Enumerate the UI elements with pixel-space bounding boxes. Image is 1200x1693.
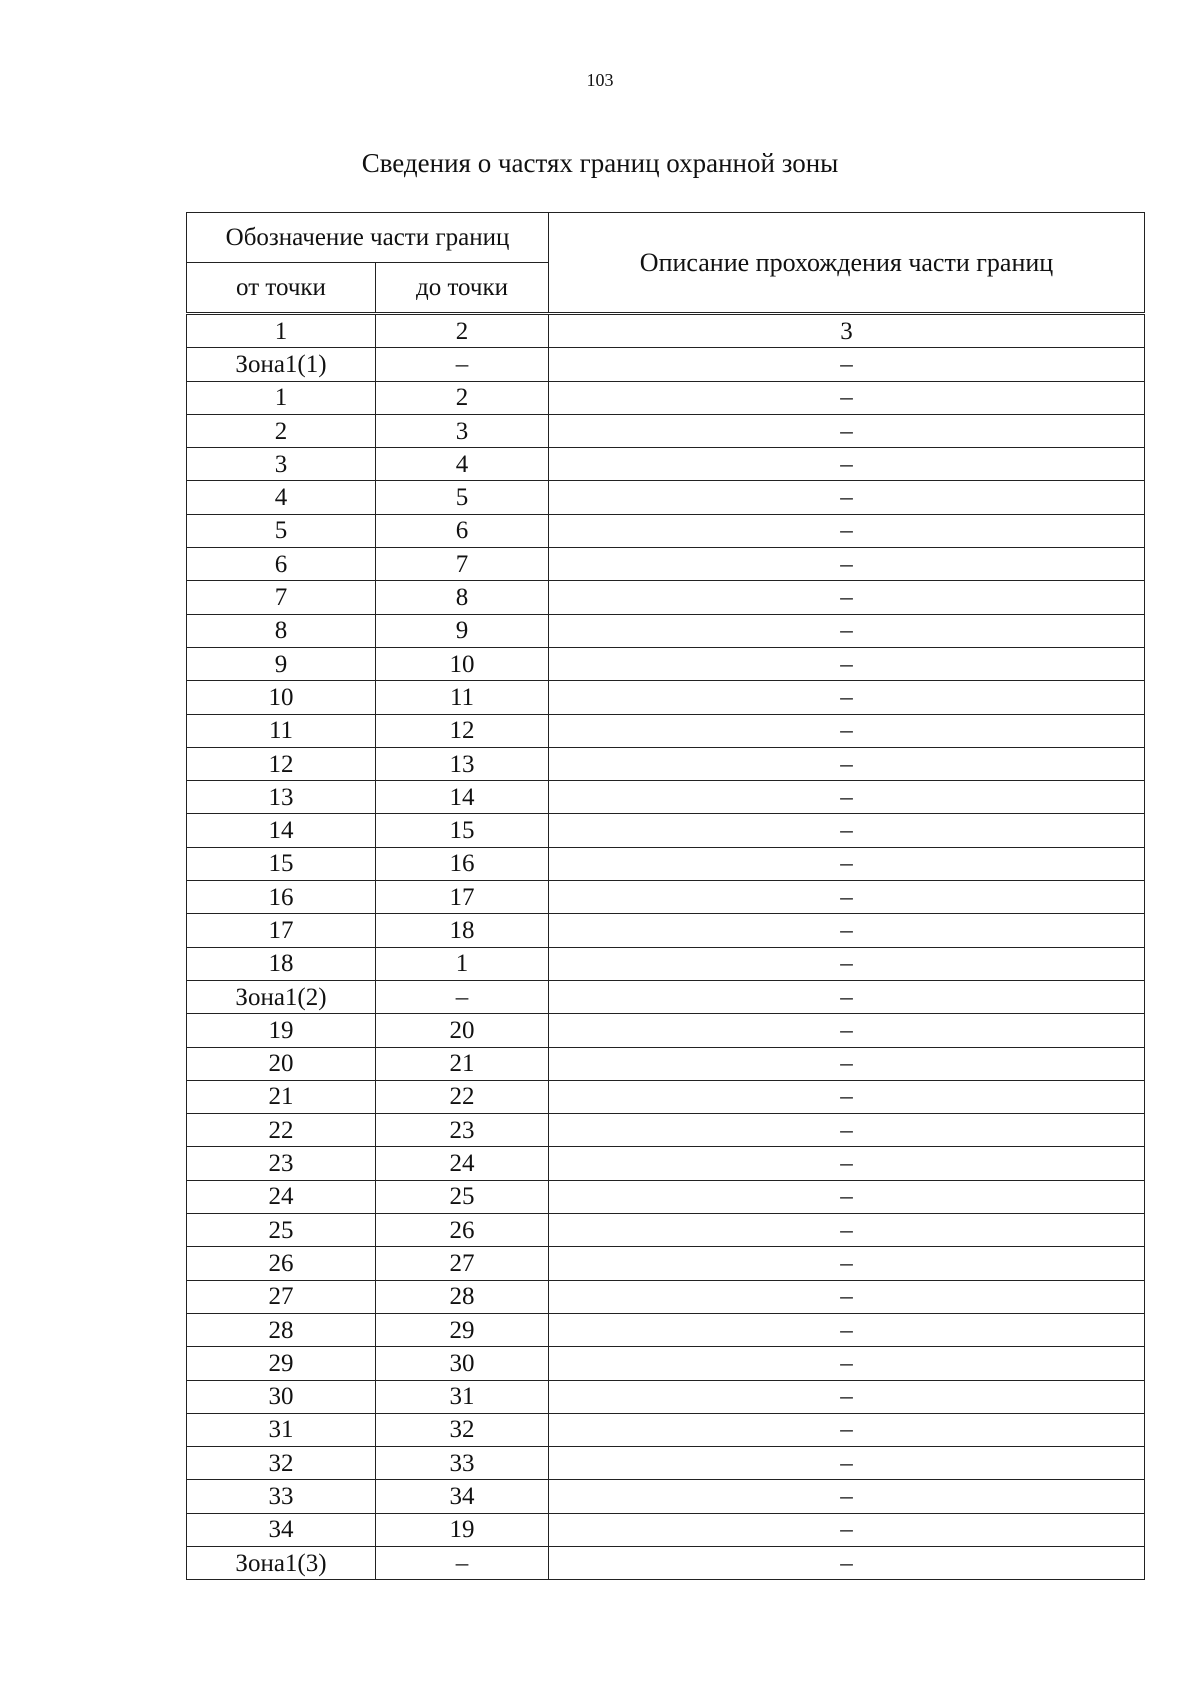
from-point-cell: 5	[187, 514, 376, 547]
table-row	[187, 1114, 1145, 1147]
to-point-cell: 27	[376, 1247, 549, 1280]
column-number: 1	[187, 314, 376, 348]
description-cell: –	[549, 747, 1145, 780]
table-row	[187, 1247, 1145, 1280]
to-point-cell: 14	[376, 781, 549, 814]
from-point-cell: 6	[187, 548, 376, 581]
from-point-cell: 17	[187, 914, 376, 947]
description-cell: –	[549, 947, 1145, 980]
header-from-point: от точки	[187, 263, 376, 314]
from-point-cell: Зона1(3)	[187, 1546, 376, 1579]
to-point-cell: 8	[376, 581, 549, 614]
from-point-cell: 24	[187, 1180, 376, 1213]
to-point-cell: 19	[376, 1513, 549, 1546]
from-point-cell: 18	[187, 947, 376, 980]
from-point-cell: 14	[187, 814, 376, 847]
to-point-cell: 25	[376, 1180, 549, 1213]
table-row	[187, 414, 1145, 447]
description-cell: –	[549, 481, 1145, 514]
to-point-cell: 28	[376, 1280, 549, 1313]
description-cell: –	[549, 881, 1145, 914]
table-row	[187, 1313, 1145, 1346]
from-point-cell: Зона1(1)	[187, 348, 376, 381]
from-point-cell: 32	[187, 1447, 376, 1480]
to-point-cell: 24	[376, 1147, 549, 1180]
description-cell: –	[549, 548, 1145, 581]
description-cell: –	[549, 1080, 1145, 1113]
table-row	[187, 348, 1145, 381]
table-row	[187, 1214, 1145, 1247]
description-cell: –	[549, 1214, 1145, 1247]
description-cell: –	[549, 581, 1145, 614]
table-row	[187, 448, 1145, 481]
from-point-cell: 1	[187, 381, 376, 414]
description-cell: –	[549, 1280, 1145, 1313]
to-point-cell: 12	[376, 714, 549, 747]
to-point-cell: 2	[376, 381, 549, 414]
description-cell: –	[549, 714, 1145, 747]
table-row	[187, 1347, 1145, 1380]
from-point-cell: 11	[187, 714, 376, 747]
description-cell: –	[549, 614, 1145, 647]
table-row	[187, 481, 1145, 514]
to-point-cell: 13	[376, 747, 549, 780]
to-point-cell: 34	[376, 1480, 549, 1513]
from-point-cell: 27	[187, 1280, 376, 1313]
from-point-cell: 16	[187, 881, 376, 914]
to-point-cell: 31	[376, 1380, 549, 1413]
to-point-cell: 20	[376, 1014, 549, 1047]
from-point-cell: 21	[187, 1080, 376, 1113]
description-cell: –	[549, 781, 1145, 814]
from-point-cell: 4	[187, 481, 376, 514]
header-boundary-designation: Обозначение части границ	[187, 213, 549, 263]
from-point-cell: 22	[187, 1114, 376, 1147]
table-row	[187, 614, 1145, 647]
to-point-cell: 33	[376, 1447, 549, 1480]
header-to-point: до точки	[376, 263, 549, 314]
description-cell: –	[549, 1114, 1145, 1147]
table-row	[187, 747, 1145, 780]
column-number: 3	[549, 314, 1145, 348]
from-point-cell: 19	[187, 1014, 376, 1047]
table-row	[187, 1513, 1145, 1546]
from-point-cell: 29	[187, 1347, 376, 1380]
from-point-cell: 13	[187, 781, 376, 814]
description-cell: –	[549, 1513, 1145, 1546]
description-cell: –	[549, 1247, 1145, 1280]
from-point-cell: 12	[187, 747, 376, 780]
to-point-cell: 6	[376, 514, 549, 547]
to-point-cell: 3	[376, 414, 549, 447]
description-cell: –	[549, 1047, 1145, 1080]
to-point-cell: 30	[376, 1347, 549, 1380]
description-cell: –	[549, 1413, 1145, 1446]
to-point-cell: 10	[376, 647, 549, 680]
description-cell: –	[549, 1380, 1145, 1413]
table-row	[187, 1080, 1145, 1113]
to-point-cell: 26	[376, 1214, 549, 1247]
table-row	[187, 1413, 1145, 1446]
from-point-cell: Зона1(2)	[187, 980, 376, 1013]
description-cell: –	[549, 980, 1145, 1013]
table-row	[187, 1014, 1145, 1047]
to-point-cell: 17	[376, 881, 549, 914]
description-cell: –	[549, 814, 1145, 847]
to-point-cell: 9	[376, 614, 549, 647]
from-point-cell: 10	[187, 681, 376, 714]
to-point-cell: 22	[376, 1080, 549, 1113]
to-point-cell: 32	[376, 1413, 549, 1446]
table-row	[187, 1047, 1145, 1080]
table-row	[187, 914, 1145, 947]
to-point-cell: 11	[376, 681, 549, 714]
description-cell: –	[549, 1347, 1145, 1380]
column-number-row	[187, 314, 1145, 348]
description-cell: –	[549, 348, 1145, 381]
table-row	[187, 980, 1145, 1013]
description-cell: –	[549, 914, 1145, 947]
to-point-cell: –	[376, 348, 549, 381]
description-cell: –	[549, 681, 1145, 714]
description-cell: –	[549, 1480, 1145, 1513]
description-cell: –	[549, 514, 1145, 547]
to-point-cell: 16	[376, 847, 549, 880]
to-point-cell: 1	[376, 947, 549, 980]
from-point-cell: 33	[187, 1480, 376, 1513]
table-row	[187, 714, 1145, 747]
to-point-cell: 18	[376, 914, 549, 947]
from-point-cell: 26	[187, 1247, 376, 1280]
description-cell: –	[549, 1447, 1145, 1480]
to-point-cell: 4	[376, 448, 549, 481]
description-cell: –	[549, 1147, 1145, 1180]
table-row	[187, 947, 1145, 980]
to-point-cell: 23	[376, 1114, 549, 1147]
description-cell: –	[549, 448, 1145, 481]
from-point-cell: 23	[187, 1147, 376, 1180]
to-point-cell: –	[376, 980, 549, 1013]
table-row	[187, 781, 1145, 814]
table-row	[187, 1147, 1145, 1180]
table-row	[187, 1280, 1145, 1313]
column-number: 2	[376, 314, 549, 348]
from-point-cell: 9	[187, 647, 376, 680]
table-row	[187, 1480, 1145, 1513]
to-point-cell: 5	[376, 481, 549, 514]
table-row	[187, 581, 1145, 614]
table-row	[187, 647, 1145, 680]
from-point-cell: 28	[187, 1313, 376, 1346]
to-point-cell: 21	[376, 1047, 549, 1080]
table-row	[187, 548, 1145, 581]
from-point-cell: 20	[187, 1047, 376, 1080]
to-point-cell: –	[376, 1546, 549, 1579]
table-row	[187, 881, 1145, 914]
description-cell: –	[549, 414, 1145, 447]
from-point-cell: 34	[187, 1513, 376, 1546]
from-point-cell: 3	[187, 448, 376, 481]
description-cell: –	[549, 647, 1145, 680]
from-point-cell: 2	[187, 414, 376, 447]
table-row	[187, 814, 1145, 847]
to-point-cell: 7	[376, 548, 549, 581]
header-description: Описание прохождения части границ	[549, 213, 1145, 314]
description-cell: –	[549, 1313, 1145, 1346]
table-row	[187, 1380, 1145, 1413]
description-cell: –	[549, 1546, 1145, 1579]
description-cell: –	[549, 381, 1145, 414]
boundary-parts-table	[186, 212, 1145, 1580]
to-point-cell: 29	[376, 1313, 549, 1346]
table-row	[187, 381, 1145, 414]
table-row	[187, 681, 1145, 714]
from-point-cell: 30	[187, 1380, 376, 1413]
table-row	[187, 1447, 1145, 1480]
to-point-cell: 15	[376, 814, 549, 847]
from-point-cell: 7	[187, 581, 376, 614]
page-number: 103	[586, 70, 614, 90]
from-point-cell: 15	[187, 847, 376, 880]
table-row	[187, 847, 1145, 880]
from-point-cell: 31	[187, 1413, 376, 1446]
description-cell: –	[549, 1014, 1145, 1047]
from-point-cell: 8	[187, 614, 376, 647]
table-row	[187, 514, 1145, 547]
document-title: Сведения о частях границ охранной зоны	[361, 148, 839, 178]
from-point-cell: 25	[187, 1214, 376, 1247]
table-row	[187, 1546, 1145, 1579]
description-cell: –	[549, 1180, 1145, 1213]
table-row	[187, 1180, 1145, 1213]
description-cell: –	[549, 847, 1145, 880]
